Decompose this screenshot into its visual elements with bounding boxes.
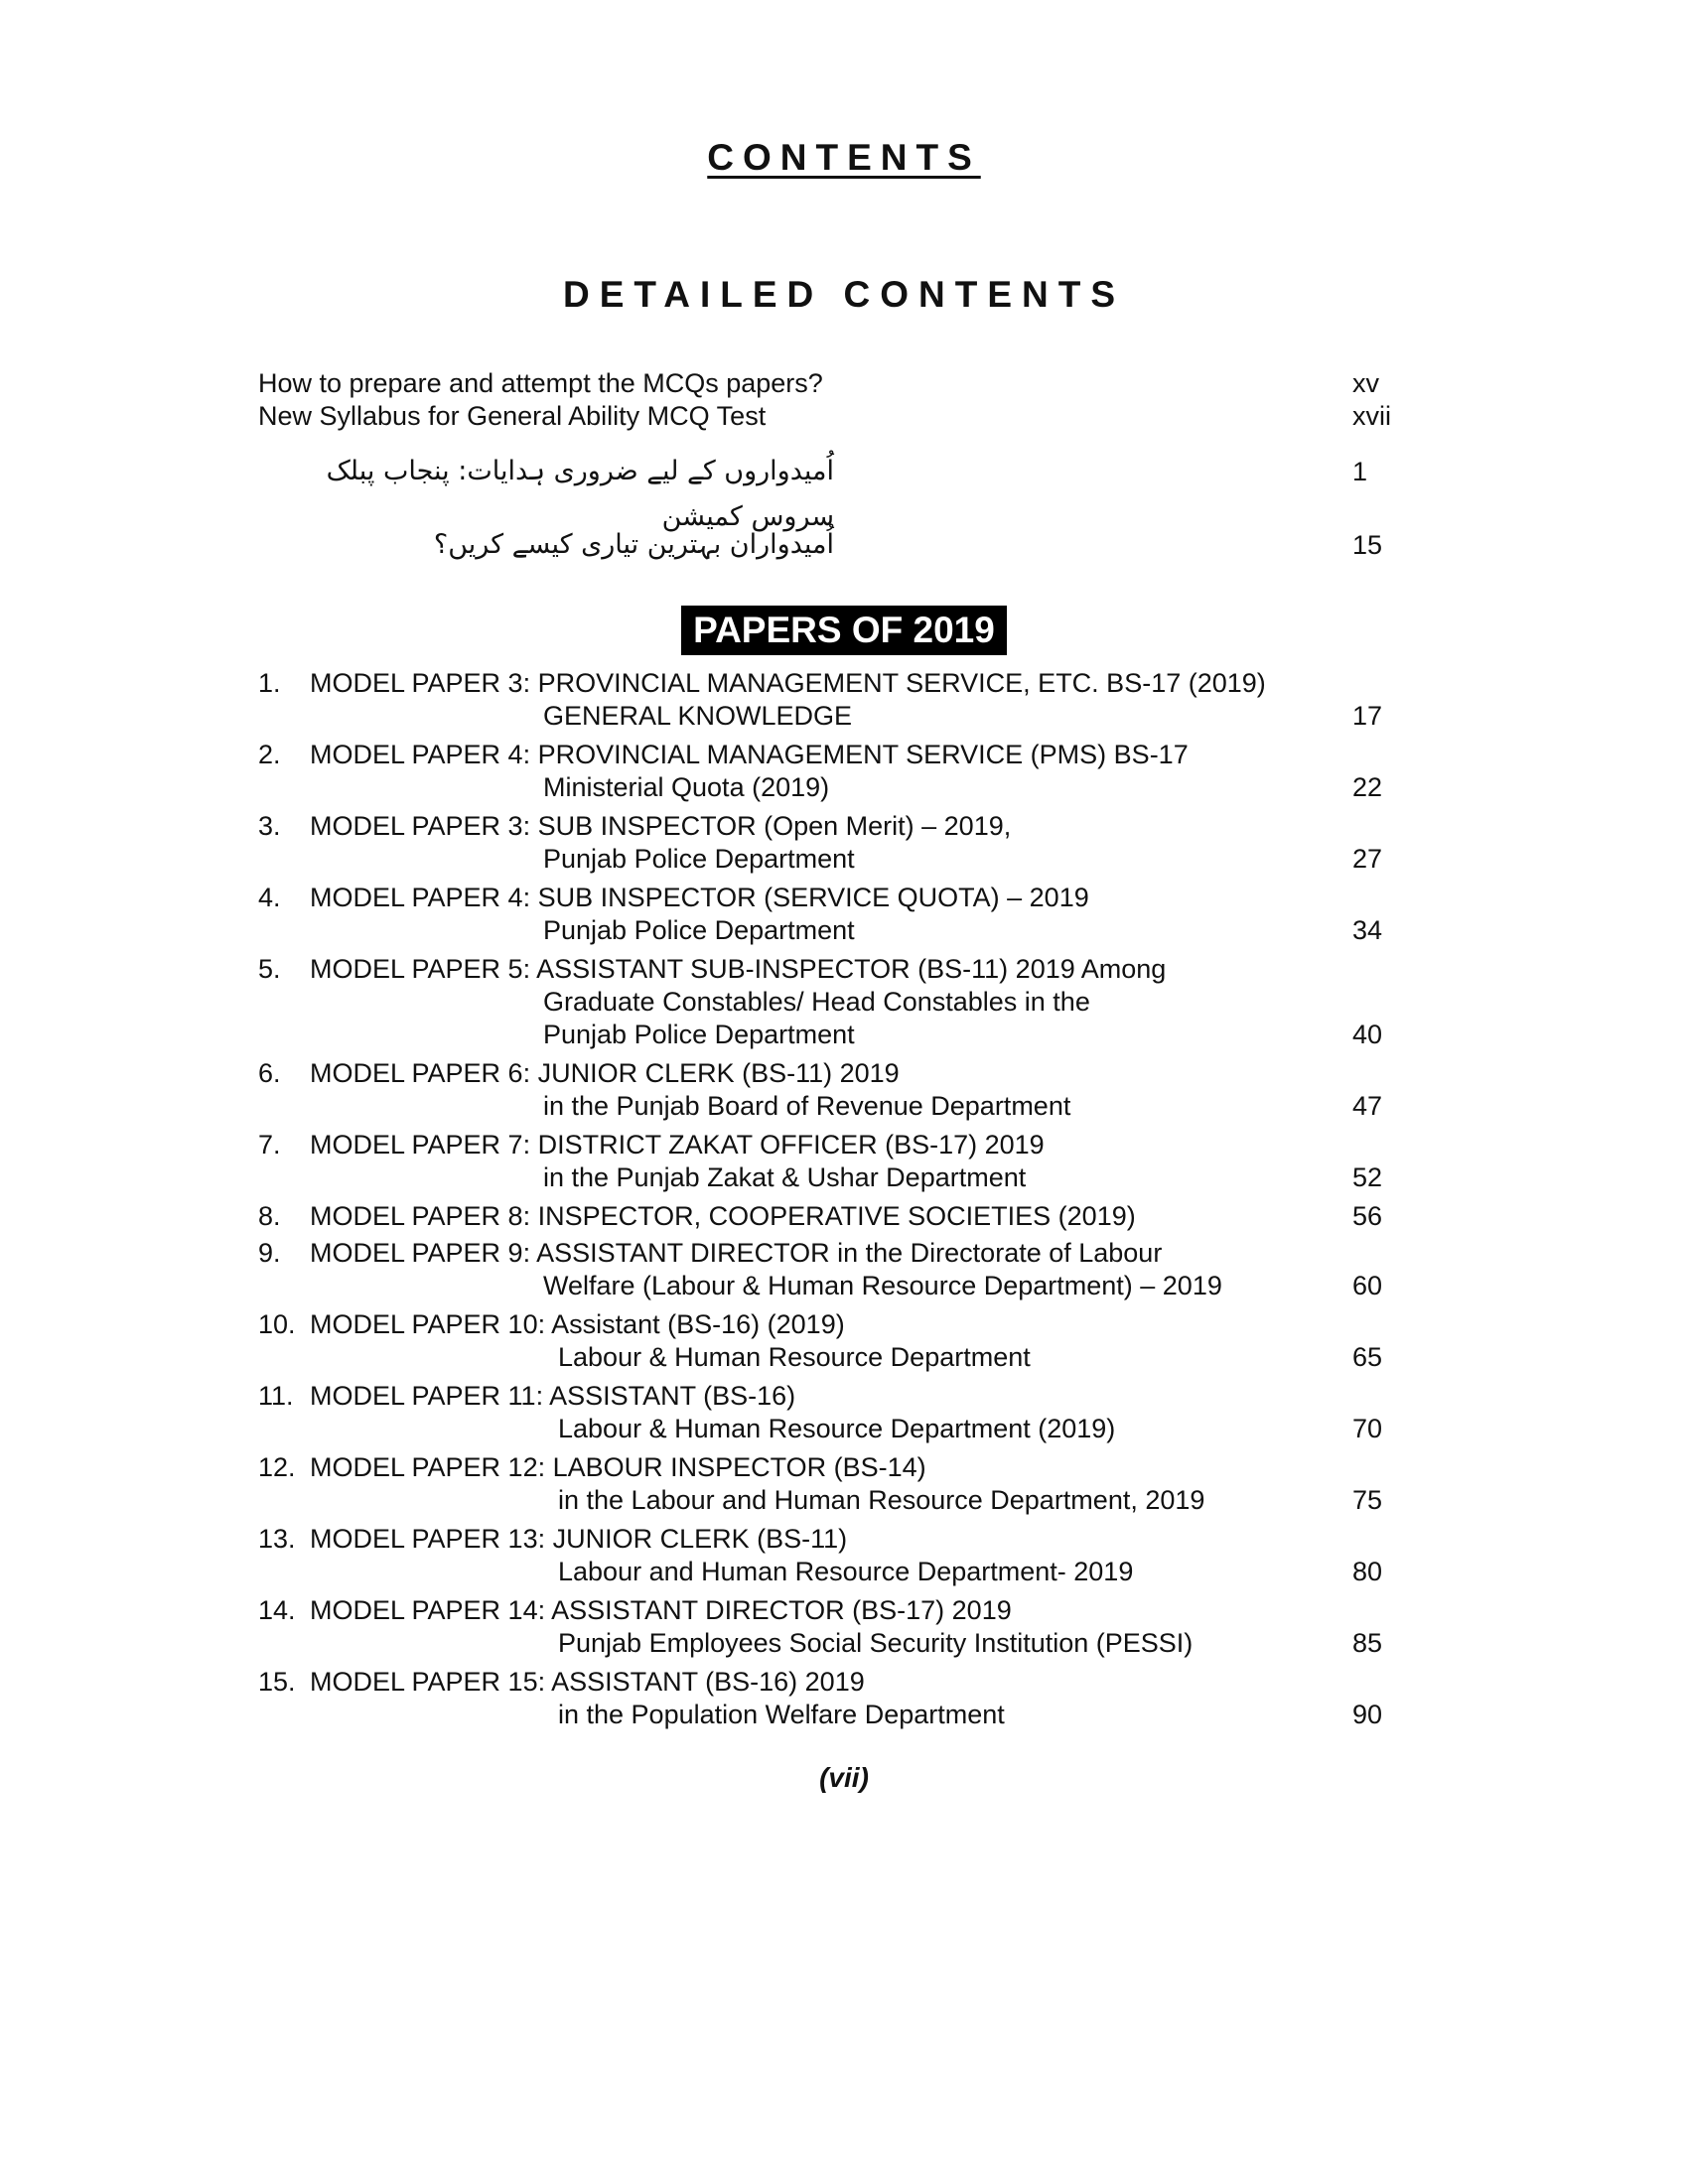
entry-subline: Punjab Police Department: [543, 844, 855, 874]
page-number: 52: [1352, 1162, 1383, 1192]
page-number: 34: [1352, 915, 1383, 945]
urdu-item: [258, 449, 1400, 532]
entry-number: 4.: [258, 883, 281, 912]
contents-title: [0, 137, 1688, 179]
entry-number: 13.: [258, 1524, 296, 1554]
entry-number: 6.: [258, 1058, 281, 1088]
front-matter-text: New Syllabus for General Ability MCQ Test: [258, 401, 767, 431]
section-banner: PAPERS OF 2019: [681, 606, 1007, 655]
page-number: 75: [1352, 1485, 1383, 1515]
page-number: 80: [1352, 1557, 1383, 1586]
entry-number: 7.: [258, 1130, 281, 1160]
entry-number: 15.: [258, 1667, 296, 1697]
entry-heading: MODEL PAPER 7: DISTRICT ZAKAT OFFICER (BS-17) 2019: [310, 1130, 1045, 1160]
entry-subline: Punjab Police Department: [543, 915, 855, 945]
page-number: xv: [1352, 368, 1379, 398]
entry-number: 3.: [258, 811, 281, 841]
entry-subline: in the Punjab Zakat & Ushar Department: [543, 1162, 1027, 1192]
entry-number: 8.: [258, 1201, 281, 1231]
entry-subline: in the Punjab Board of Revenue Department: [543, 1091, 1071, 1121]
entry-number: 1.: [258, 668, 281, 698]
entry-heading: MODEL PAPER 3: PROVINCIAL MANAGEMENT SERVICE, ETC. BS-17 (2019): [310, 668, 1266, 698]
entry-heading: MODEL PAPER 4: SUB INSPECTOR (SERVICE QUOTA) – 2019: [310, 883, 1089, 912]
page-number: 1: [1352, 457, 1368, 486]
footer-page-number: (vii): [819, 1762, 869, 1793]
page-number: 65: [1352, 1342, 1383, 1372]
entry-heading: MODEL PAPER 11: ASSISTANT (BS-16): [310, 1381, 796, 1411]
entry-number: 11.: [258, 1381, 294, 1411]
urdu-text: اُمیدواران بہترین تیاری کیسے کریں؟: [433, 529, 834, 560]
entry-heading: MODEL PAPER 12: LABOUR INSPECTOR (BS-14): [310, 1452, 926, 1482]
page-number: 40: [1352, 1020, 1383, 1049]
page-number: 22: [1352, 772, 1383, 802]
urdu-text: اُمیدواروں کے لیے ضروری ہدایات: پنجاب پبلک سروس کمیشن: [326, 456, 834, 532]
entry-subline: Labour & Human Resource Department (2019): [558, 1414, 1116, 1443]
entry-subline: Labour & Human Resource Department: [558, 1342, 1031, 1372]
page-number: 70: [1352, 1414, 1383, 1443]
entry-heading: MODEL PAPER 14: ASSISTANT DIRECTOR (BS-17) 2019: [310, 1595, 1012, 1625]
entry-subline: GENERAL KNOWLEDGE: [543, 701, 853, 731]
entry-heading: MODEL PAPER 4: PROVINCIAL MANAGEMENT SERVICE (PMS) BS-17: [310, 740, 1189, 769]
entry-heading: MODEL PAPER 9: ASSISTANT DIRECTOR in the Directorate of Labour: [310, 1238, 1163, 1268]
entry-subline: Labour and Human Resource Department- 2019: [558, 1557, 1134, 1586]
urdu-item: [258, 522, 1400, 572]
page-number: 47: [1352, 1091, 1383, 1121]
entry-heading: MODEL PAPER 13: JUNIOR CLERK (BS-11): [310, 1524, 848, 1554]
entry-subline: Welfare (Labour & Human Resource Department) – 2019: [543, 1271, 1222, 1300]
entry-number: 5.: [258, 954, 281, 984]
entry-subline: Graduate Constables/ Head Constables in the: [543, 987, 1090, 1017]
page-number: 17: [1352, 701, 1383, 731]
page-number: 15: [1352, 530, 1383, 560]
entry-subline: Ministerial Quota (2019): [543, 772, 830, 802]
entry-subline: in the Population Welfare Department: [558, 1700, 1005, 1729]
contents-title-text: CONTENTS: [707, 137, 981, 178]
entry-number: 2.: [258, 740, 281, 769]
front-matter-text: How to prepare and attempt the MCQs papers?: [258, 368, 823, 398]
entry-heading: MODEL PAPER 5: ASSISTANT SUB-INSPECTOR (BS-11) 2019 Among: [310, 954, 1167, 984]
page-number: 27: [1352, 844, 1383, 874]
entry-subline: in the Labour and Human Resource Department, 2019: [558, 1485, 1205, 1515]
entry-subline: Punjab Police Department: [543, 1020, 855, 1049]
entry-heading: MODEL PAPER 3: SUB INSPECTOR (Open Merit) – 2019,: [310, 811, 1012, 841]
entry-number: 10.: [258, 1309, 296, 1339]
entry-number: 14.: [258, 1595, 296, 1625]
page-number: 85: [1352, 1628, 1383, 1658]
detailed-contents-title: DETAILED CONTENTS: [562, 274, 1126, 315]
entry-heading: MODEL PAPER 6: JUNIOR CLERK (BS-11) 2019: [310, 1058, 900, 1088]
entry-subline: Punjab Employees Social Security Institution (PESSI): [558, 1628, 1194, 1658]
entry-number: 9.: [258, 1238, 281, 1268]
entry-number: 12.: [258, 1452, 296, 1482]
page-number: xvii: [1352, 401, 1391, 431]
page-number: 56: [1352, 1201, 1383, 1231]
page-number: 60: [1352, 1271, 1383, 1300]
entry-heading: MODEL PAPER 8: INSPECTOR, COOPERATIVE SOCIETIES (2019): [310, 1201, 1136, 1231]
entry-heading: MODEL PAPER 10: Assistant (BS-16) (2019): [310, 1309, 845, 1339]
page-number: 90: [1352, 1700, 1383, 1729]
entry-heading: MODEL PAPER 15: ASSISTANT (BS-16) 2019: [310, 1667, 865, 1697]
